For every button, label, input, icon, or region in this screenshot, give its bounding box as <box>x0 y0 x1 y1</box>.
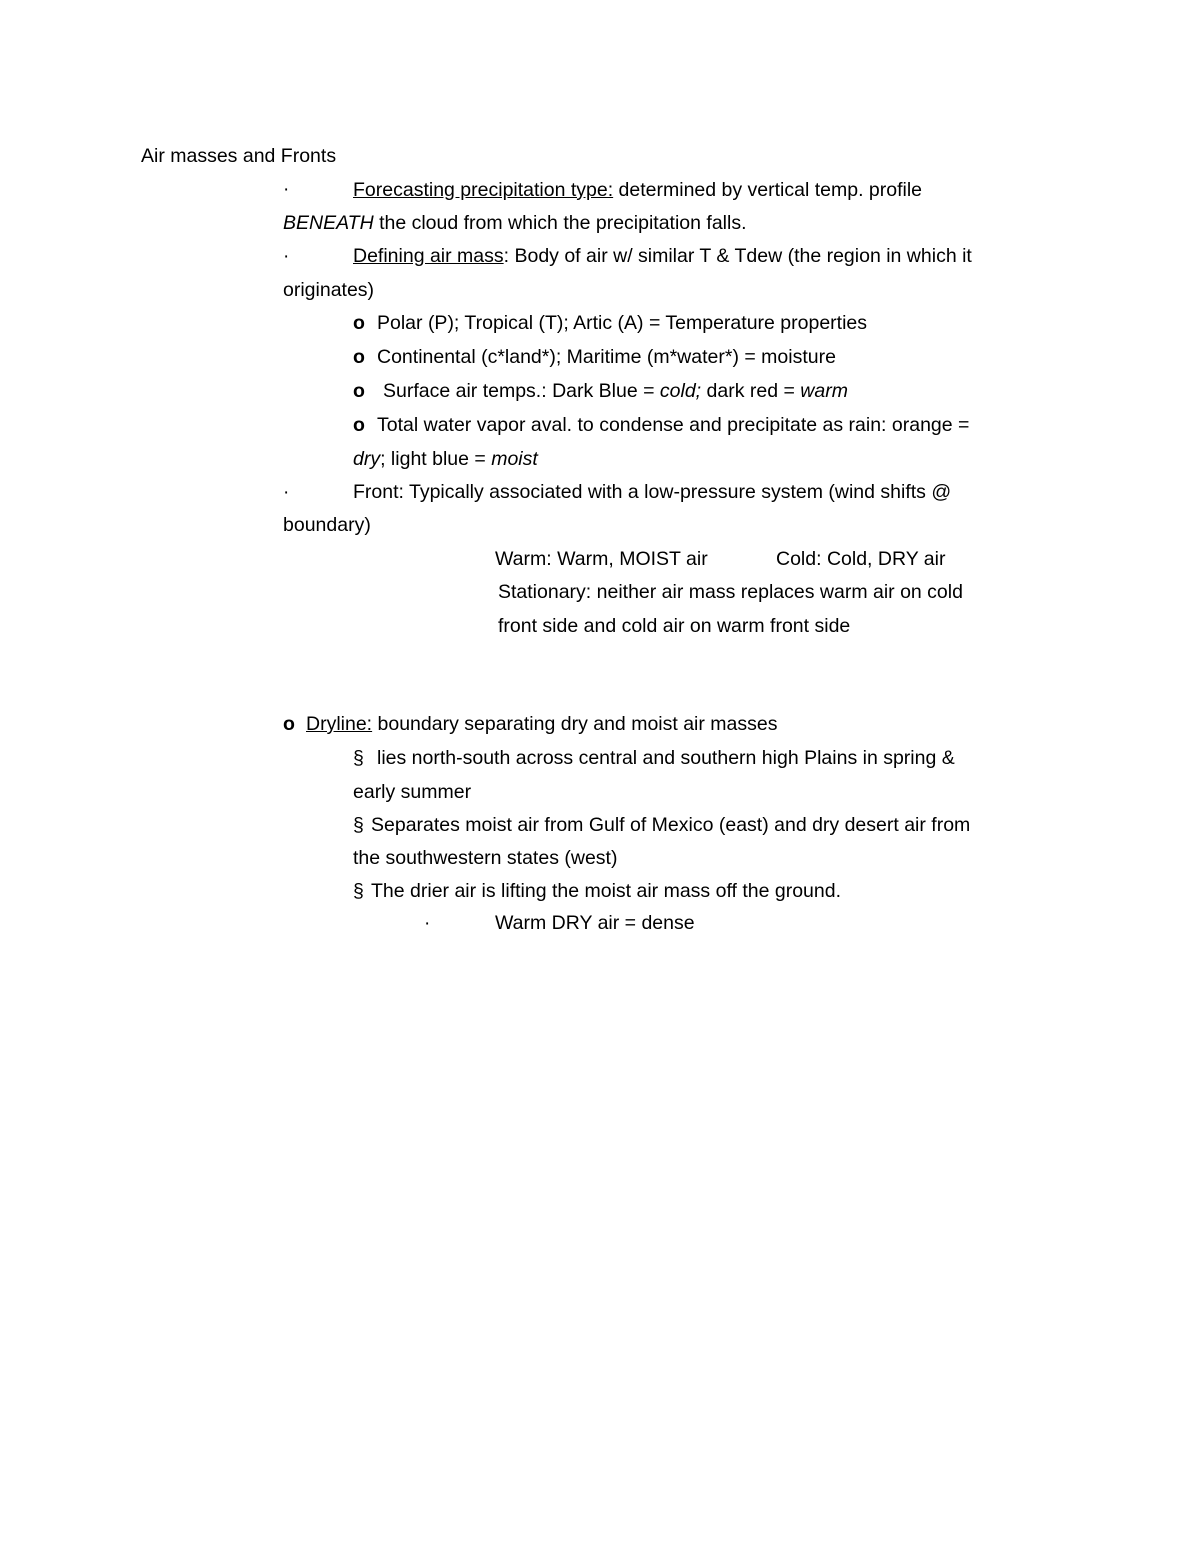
circle-bullet: o <box>353 312 365 334</box>
air-mass-term: Defining air mass <box>353 245 504 267</box>
water-vapor-mid: ; light blue = <box>380 448 492 470</box>
front-stationary-1: Stationary: neither air mass replaces warm air on cold <box>498 581 963 603</box>
forecasting-emphasis: BENEATH <box>283 212 374 234</box>
front-line-2: boundary) <box>283 514 371 536</box>
air-mass-line-1 <box>353 240 972 273</box>
forecasting-text-1: determined by vertical temp. profile <box>613 179 923 201</box>
surface-temps-mid: dark red = <box>701 380 801 402</box>
dryline-sub-3-bullet: Warm DRY air = dense <box>495 912 695 934</box>
forecasting-term: Forecasting precipitation type: <box>353 179 614 201</box>
air-mass-item-moisture: Continental (c*land*); Maritime (m*water*) = moisture <box>377 346 836 368</box>
surface-temps-warm: warm <box>800 380 848 402</box>
dryline-sub-1-line-1: lies north-south across central and southern high Plains in spring & <box>377 747 955 769</box>
air-mass-line-2: originates) <box>283 279 375 301</box>
bullet-marker: · <box>283 246 290 267</box>
bullet-marker: · <box>424 913 431 934</box>
front-line-1: Front: Typically associated with a low-pressure system (wind shifts @ <box>353 481 952 503</box>
circle-bullet: o <box>353 380 365 402</box>
water-vapor-moist: moist <box>491 448 538 470</box>
air-mass-item-temperature: Polar (P); Tropical (T); Artic (A) = Temperature properties <box>377 312 868 334</box>
dryline-line <box>306 708 777 741</box>
bullet-marker: · <box>283 179 290 200</box>
air-mass-text-1: : Body of air w/ similar T & Tdew (the region in which it <box>503 245 972 267</box>
forecasting-line-1 <box>353 174 922 207</box>
dryline-sub-2-line-1: Separates moist air from Gulf of Mexico (east) and dry desert air from <box>371 814 971 836</box>
circle-bullet: o <box>283 713 295 735</box>
bullet-marker: · <box>283 482 290 503</box>
surface-temps-lead: Surface air temps.: Dark Blue = <box>383 380 660 402</box>
water-vapor-line-2 <box>353 443 538 476</box>
forecasting-text-2: the cloud from which the precipitation falls. <box>373 212 747 234</box>
dryline-sub-1-line-2: early summer <box>353 781 472 803</box>
dryline-text: boundary separating dry and moist air masses <box>372 713 778 735</box>
dryline-sub-2-line-2: the southwestern states (west) <box>353 847 618 869</box>
surface-temps-cold: cold; <box>659 380 702 402</box>
dryline-term: Dryline: <box>306 713 373 735</box>
section-marker: § <box>353 880 364 902</box>
circle-bullet: o <box>353 414 365 436</box>
water-vapor-line-1: Total water vapor aval. to condense and precipitate as rain: orange = <box>377 414 970 436</box>
front-warm: Warm: Warm, MOIST air <box>495 548 708 570</box>
section-marker: § <box>353 814 364 836</box>
front-cold: Cold: Cold, DRY air <box>776 548 946 570</box>
page-title: Air masses and Fronts <box>141 145 337 167</box>
forecasting-line-2 <box>283 207 747 240</box>
front-stationary-2: front side and cold air on warm front side <box>498 615 851 637</box>
water-vapor-dry: dry <box>353 448 381 470</box>
dryline-sub-3: The drier air is lifting the moist air mass off the ground. <box>371 880 842 902</box>
surface-temps-line <box>383 375 848 408</box>
section-marker: § <box>353 747 364 769</box>
circle-bullet: o <box>353 346 365 368</box>
